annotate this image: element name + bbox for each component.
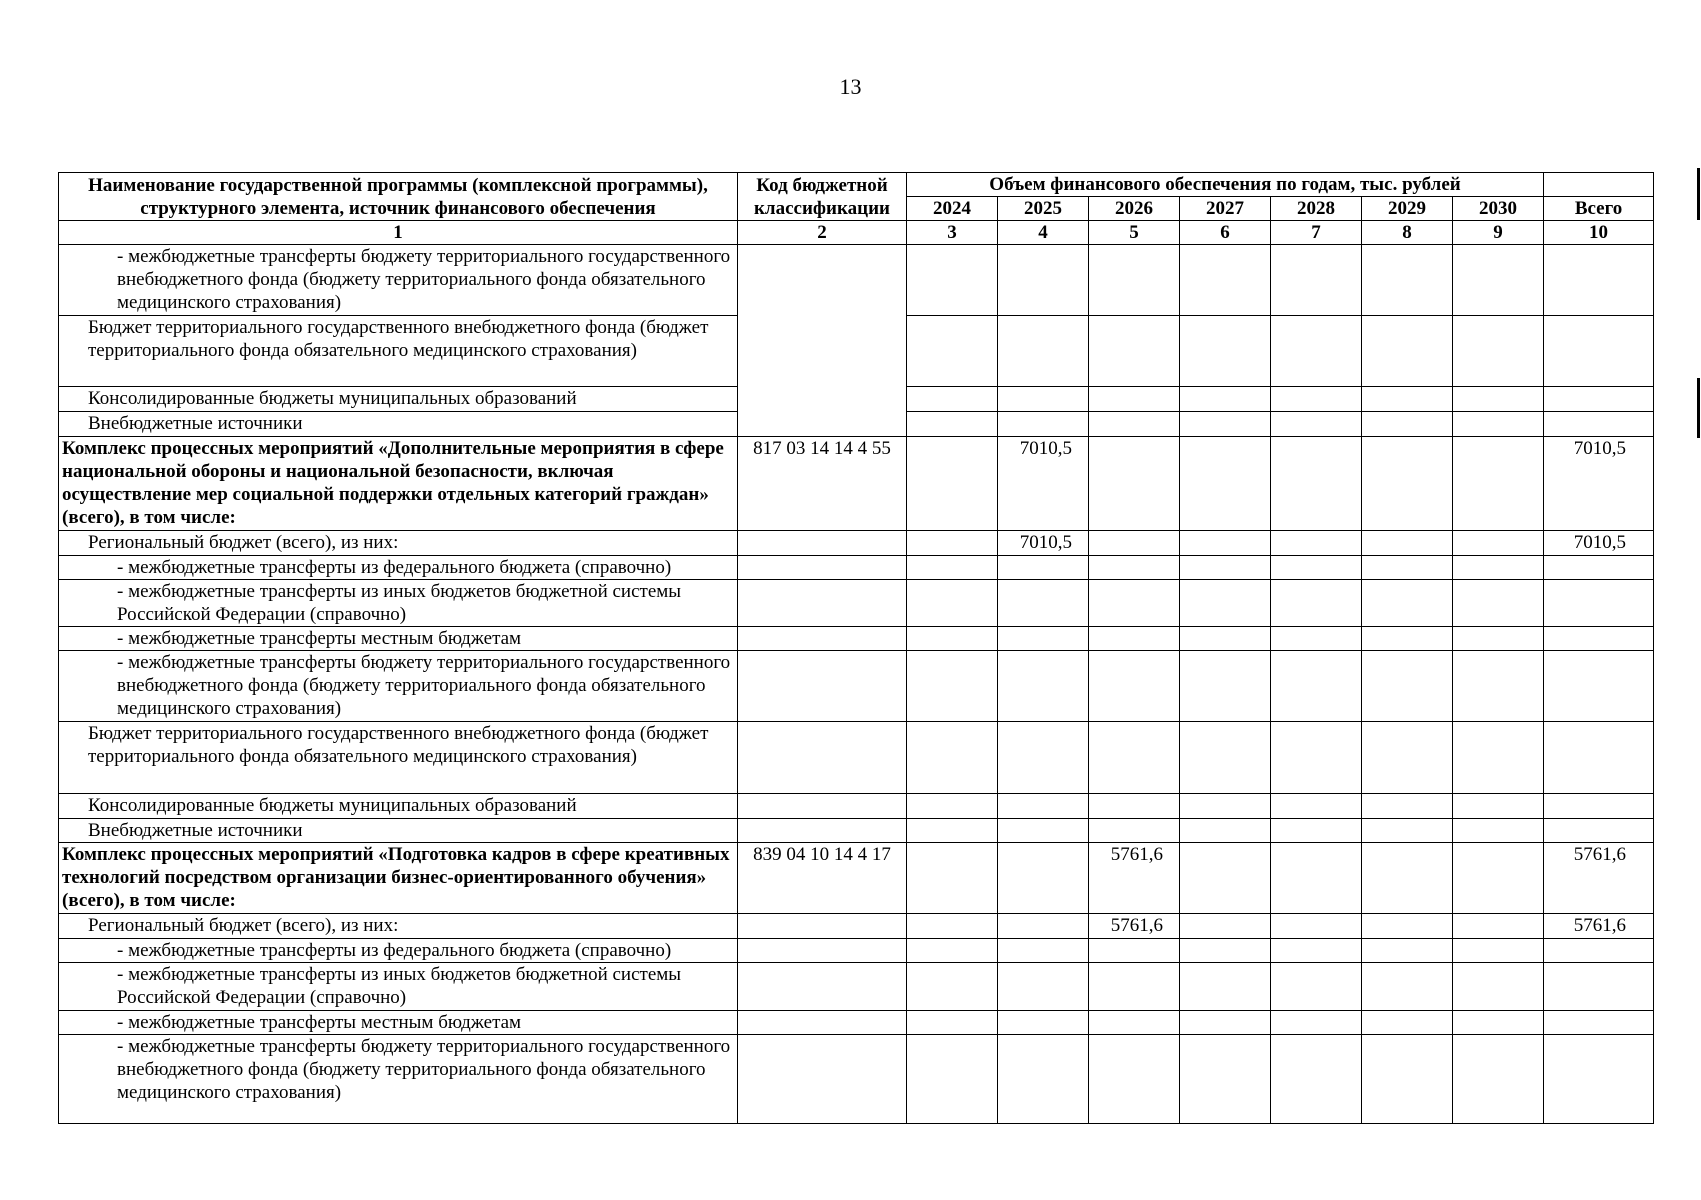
row-name: - межбюджетные трансферты из федерального бюджета (справочно)	[59, 939, 738, 963]
table-row	[59, 245, 1654, 316]
column-number: 4	[998, 221, 1089, 245]
table-row	[59, 963, 1654, 1011]
table-row	[59, 531, 1654, 556]
row-name: Бюджет территориального государственного внебюджетного фонда (бюджет территориального фонда обязательного медицинского страхования)	[59, 316, 738, 387]
row-name: - межбюджетные трансферты местным бюджетам	[59, 627, 738, 651]
table-row	[59, 843, 1654, 914]
row-name: Консолидированные бюджеты муниципальных образований	[59, 387, 738, 412]
column-number: 10	[1544, 221, 1654, 245]
header-volume: Объем финансового обеспечения по годам, тыс. рублей	[907, 173, 1544, 197]
header-year: 2026	[1089, 197, 1180, 221]
row-name: Комплекс процессных мероприятий «Дополнительные мероприятия в сфере национальной обороны и национальной безопасности, включая осуществление мер социальной поддержки отдельных категорий граждан» (всего), в том числе:	[59, 437, 738, 531]
row-name: - межбюджетные трансферты из иных бюджетов бюджетной системы Российской Федерации (справочно)	[59, 963, 738, 1011]
column-number: 3	[907, 221, 998, 245]
cell-2025: 7010,5	[998, 437, 1089, 531]
cell-total: 7010,5	[1544, 437, 1654, 531]
row-name: Комплекс процессных мероприятий «Подготовка кадров в сфере креативных технологий посредством организации бизнес-ориентированного обучения» (всего), в том числе:	[59, 843, 738, 914]
table-row	[59, 580, 1654, 627]
row-name: Бюджет территориального государственного внебюджетного фонда (бюджет территориального фонда обязательного медицинского страхования)	[59, 722, 738, 794]
table-row	[59, 651, 1654, 722]
table-row	[59, 722, 1654, 794]
row-name: Консолидированные бюджеты муниципальных образований	[59, 794, 738, 819]
header-year: 2030	[1453, 197, 1544, 221]
row-name: - межбюджетные трансферты из иных бюджетов бюджетной системы Российской Федерации (справочно)	[59, 580, 738, 627]
row-code	[738, 245, 907, 437]
cell-total: 5761,6	[1544, 843, 1654, 914]
table-row	[59, 1035, 1654, 1124]
row-name: Внебюджетные источники	[59, 819, 738, 843]
column-number: 6	[1180, 221, 1271, 245]
row-name: Региональный бюджет (всего), из них:	[59, 531, 738, 556]
column-number: 1	[59, 221, 738, 245]
cell-2024	[907, 437, 998, 531]
row-name: - межбюджетные трансферты бюджету территориального государственного внебюджетного фонда (бюджету территориального фонда обязательного медицинского страхования)	[59, 651, 738, 722]
cell-total: 5761,6	[1544, 914, 1654, 939]
column-number-row	[59, 221, 1654, 245]
row-name: Внебюджетные источники	[59, 412, 738, 437]
row-name: - межбюджетные трансферты местным бюджетам	[59, 1011, 738, 1035]
table-row	[59, 1011, 1654, 1035]
row-code: 839 04 10 14 4 17	[738, 843, 907, 914]
scan-edge-mark	[1697, 168, 1700, 220]
header-empty	[1544, 173, 1654, 197]
header-code: Код бюджетной классификации	[738, 173, 907, 221]
table-row	[59, 794, 1654, 819]
scan-edge-mark	[1697, 378, 1700, 438]
column-number: 2	[738, 221, 907, 245]
row-name: - межбюджетные трансферты из федерального бюджета (справочно)	[59, 556, 738, 580]
cell-total: 7010,5	[1544, 531, 1654, 556]
cell-2025: 7010,5	[998, 531, 1089, 556]
cell-2026: 5761,6	[1089, 843, 1180, 914]
table-row	[59, 914, 1654, 939]
table-row	[59, 627, 1654, 651]
header-year: 2025	[998, 197, 1089, 221]
column-number: 7	[1271, 221, 1362, 245]
header-name: Наименование государственной программы (комплексной программы), структурного элемента, источник финансового обеспечения	[59, 173, 738, 221]
row-name: - межбюджетные трансферты бюджету территориального государственного внебюджетного фонда (бюджету территориального фонда обязательного медицинского страхования)	[59, 1035, 738, 1124]
table-row	[59, 556, 1654, 580]
header-total: Всего	[1544, 197, 1654, 221]
table-row	[59, 819, 1654, 843]
cell-2026: 5761,6	[1089, 914, 1180, 939]
column-number: 8	[1362, 221, 1453, 245]
header-year: 2024	[907, 197, 998, 221]
row-code: 817 03 14 14 4 55	[738, 437, 907, 531]
header-year: 2027	[1180, 197, 1271, 221]
row-name: Региональный бюджет (всего), из них:	[59, 914, 738, 939]
column-number: 5	[1089, 221, 1180, 245]
header-year: 2029	[1362, 197, 1453, 221]
table-row	[59, 437, 1654, 531]
header-year: 2028	[1271, 197, 1362, 221]
column-number: 9	[1453, 221, 1544, 245]
financing-table	[58, 172, 1654, 1124]
page-number: 13	[839, 74, 862, 99]
table-row	[59, 939, 1654, 963]
row-name: - межбюджетные трансферты бюджету территориального государственного внебюджетного фонда (бюджету территориального фонда обязательного медицинского страхования)	[59, 245, 738, 316]
